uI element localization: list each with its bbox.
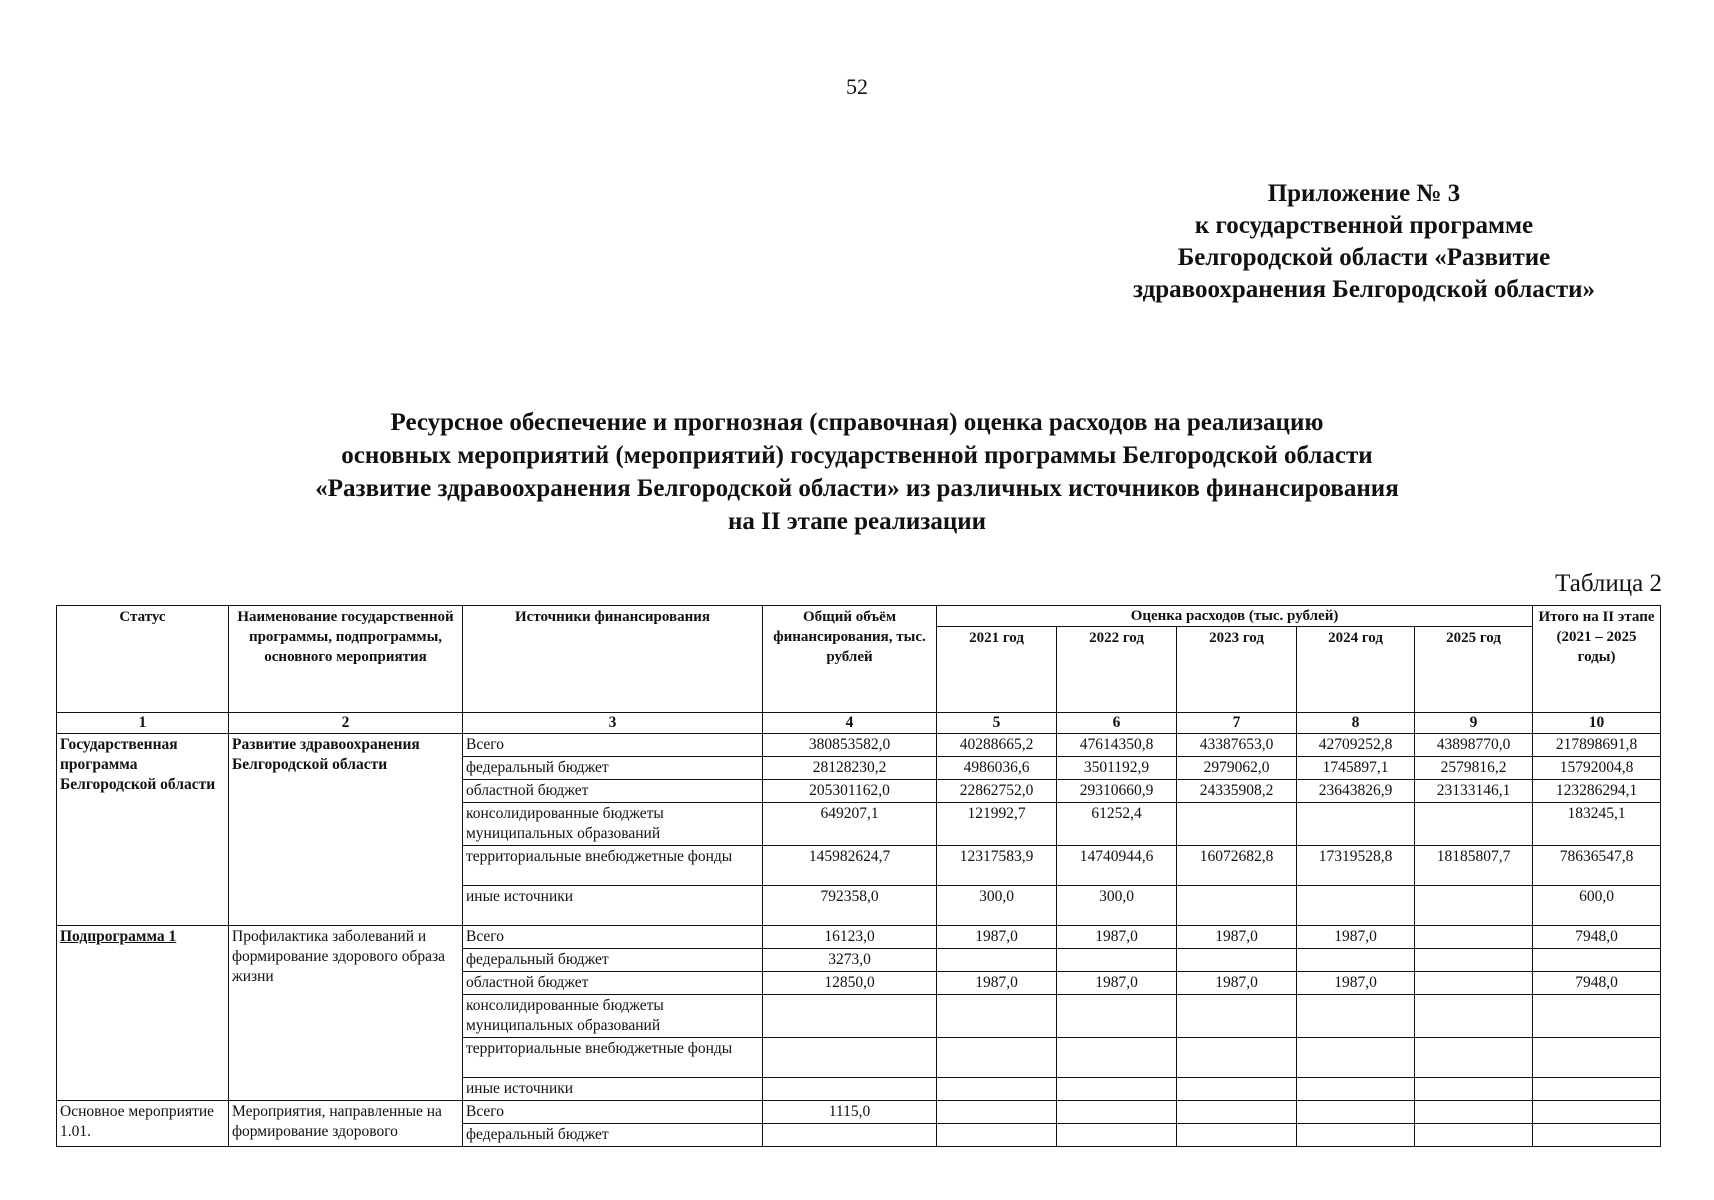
value-cell: 1987,0 (1297, 972, 1415, 995)
value-cell: 3501192,9 (1057, 757, 1177, 780)
value-cell: 2579816,2 (1415, 757, 1533, 780)
header-year: 2022 год (1057, 627, 1177, 713)
value-cell: 123286294,1 (1533, 780, 1661, 803)
column-number: 10 (1533, 713, 1661, 734)
column-number: 2 (229, 713, 463, 734)
value-cell: 1987,0 (937, 926, 1057, 949)
value-cell (1415, 995, 1533, 1038)
value-cell: 14740944,6 (1057, 846, 1177, 886)
value-cell: 61252,4 (1057, 803, 1177, 846)
header-row (57, 606, 1661, 627)
source-cell: Всего (463, 926, 763, 949)
table-row (57, 926, 1661, 949)
value-cell (1177, 995, 1297, 1038)
header-year: 2025 год (1415, 627, 1533, 713)
value-cell: 217898691,8 (1533, 734, 1661, 757)
value-cell (1533, 1078, 1661, 1101)
value-cell: 4986036,6 (937, 757, 1057, 780)
document-title (0, 406, 1714, 538)
value-cell (1177, 1078, 1297, 1101)
value-cell: 12850,0 (763, 972, 937, 995)
value-cell (1297, 1124, 1415, 1147)
value-cell: 16072682,8 (1177, 846, 1297, 886)
source-cell: территориальные внебюджетные фонды (463, 846, 763, 886)
value-cell: 1987,0 (1297, 926, 1415, 949)
value-cell (1057, 1101, 1177, 1124)
title-line: на II этапе реализации (727, 508, 987, 535)
value-cell: 1987,0 (1177, 972, 1297, 995)
value-cell (1415, 1078, 1533, 1101)
financing-table (56, 605, 1661, 1147)
value-cell: 792358,0 (763, 886, 937, 926)
program-name-cell: Развитие здравоохранения Белгородской области (229, 734, 463, 926)
column-number: 1 (57, 713, 229, 734)
value-cell (1415, 1101, 1533, 1124)
value-cell: 121992,7 (937, 803, 1057, 846)
value-cell: 145982624,7 (763, 846, 937, 886)
value-cell: 24335908,2 (1177, 780, 1297, 803)
value-cell: 40288665,2 (937, 734, 1057, 757)
value-cell (1297, 1038, 1415, 1078)
column-number: 6 (1057, 713, 1177, 734)
value-cell: 7948,0 (1533, 972, 1661, 995)
value-cell (1297, 1101, 1415, 1124)
table-row (57, 1101, 1661, 1124)
value-cell: 43898770,0 (1415, 734, 1533, 757)
header-sources: Источники финансирования (463, 606, 763, 713)
value-cell: 23643826,9 (1297, 780, 1415, 803)
appendix-line: Белгородской области «Развитие (1177, 244, 1551, 271)
program-name-cell: Профилактика заболеваний и формирование здорового образа жизни (229, 926, 463, 1101)
source-cell: консолидированные бюджеты муниципальных образований (463, 803, 763, 846)
source-cell: территориальные внебюджетные фонды (463, 1038, 763, 1078)
title-line: Ресурсное обеспечение и прогнозная (справочная) оценка расходов на реализацию (390, 409, 1324, 436)
value-cell: 28128230,2 (763, 757, 937, 780)
value-cell (937, 995, 1057, 1038)
value-cell (763, 995, 937, 1038)
value-cell: 300,0 (1057, 886, 1177, 926)
value-cell (937, 1038, 1057, 1078)
value-cell (1177, 803, 1297, 846)
value-cell (1415, 803, 1533, 846)
header-year: 2021 год (937, 627, 1057, 713)
source-cell: иные источники (463, 1078, 763, 1101)
source-cell: Всего (463, 734, 763, 757)
source-cell: федеральный бюджет (463, 1124, 763, 1147)
header-estimate: Оценка расходов (тыс. рублей) (937, 606, 1533, 627)
column-number: 4 (763, 713, 937, 734)
value-cell (1297, 995, 1415, 1038)
value-cell (1533, 1101, 1661, 1124)
value-cell: 29310660,9 (1057, 780, 1177, 803)
value-cell: 1987,0 (1057, 926, 1177, 949)
value-cell (1297, 886, 1415, 926)
value-cell (1177, 1124, 1297, 1147)
value-cell (937, 1078, 1057, 1101)
value-cell (1177, 949, 1297, 972)
source-cell: областной бюджет (463, 780, 763, 803)
appendix-line: к государственной программе (1194, 212, 1534, 239)
value-cell: 300,0 (937, 886, 1057, 926)
value-cell: 183245,1 (1533, 803, 1661, 846)
value-cell (1177, 1101, 1297, 1124)
table-row (57, 734, 1661, 757)
value-cell: 3273,0 (763, 949, 937, 972)
value-cell: 1115,0 (763, 1101, 937, 1124)
value-cell (1057, 949, 1177, 972)
value-cell (1297, 949, 1415, 972)
value-cell: 15792004,8 (1533, 757, 1661, 780)
value-cell: 649207,1 (763, 803, 937, 846)
value-cell (1415, 1124, 1533, 1147)
table-label: Таблица 2 (1555, 570, 1662, 597)
header-itogo: Итого на II этапе (2021 – 2025 годы) (1533, 606, 1661, 713)
status-cell: Подпрограмма 1 (57, 926, 229, 1101)
value-cell: 16123,0 (763, 926, 937, 949)
header-name: Наименование государственной программы, подпрограммы, основного мероприятия (229, 606, 463, 713)
status-cell: Основное мероприятие 1.01. (57, 1101, 229, 1147)
column-number: 3 (463, 713, 763, 734)
value-cell (1177, 886, 1297, 926)
value-cell (1533, 949, 1661, 972)
header-year: 2024 год (1297, 627, 1415, 713)
value-cell: 18185807,7 (1415, 846, 1533, 886)
value-cell (1297, 803, 1415, 846)
header-total-volume: Общий объём финансирования, тыс. рублей (763, 606, 937, 713)
value-cell: 43387653,0 (1177, 734, 1297, 757)
value-cell: 22862752,0 (937, 780, 1057, 803)
column-number: 8 (1297, 713, 1415, 734)
value-cell: 205301162,0 (763, 780, 937, 803)
column-number: 7 (1177, 713, 1297, 734)
title-line: «Развитие здравоохранения Белгородской области» из различных источников финансирования (315, 475, 1399, 502)
value-cell (1057, 1124, 1177, 1147)
source-cell: федеральный бюджет (463, 949, 763, 972)
value-cell (937, 1124, 1057, 1147)
value-cell: 2979062,0 (1177, 757, 1297, 780)
value-cell (763, 1078, 937, 1101)
value-cell (1057, 995, 1177, 1038)
value-cell: 47614350,8 (1057, 734, 1177, 757)
title-line: основных мероприятий (мероприятий) государственной программы Белгородской области (341, 442, 1373, 469)
appendix-line: здравоохранения Белгородской области» (1132, 276, 1596, 303)
value-cell: 600,0 (1533, 886, 1661, 926)
appendix-line: Приложение № 3 (1267, 180, 1461, 207)
value-cell (1177, 1038, 1297, 1078)
value-cell: 23133146,1 (1415, 780, 1533, 803)
value-cell (1057, 1038, 1177, 1078)
value-cell (1415, 1038, 1533, 1078)
value-cell: 1987,0 (1057, 972, 1177, 995)
value-cell (1057, 1078, 1177, 1101)
header-status: Статус (57, 606, 229, 713)
column-number: 5 (937, 713, 1057, 734)
value-cell (1415, 926, 1533, 949)
value-cell (1415, 972, 1533, 995)
value-cell: 42709252,8 (1297, 734, 1415, 757)
value-cell (937, 1101, 1057, 1124)
column-number: 9 (1415, 713, 1533, 734)
value-cell: 380853582,0 (763, 734, 937, 757)
page-number: 52 (846, 74, 868, 99)
value-cell (1533, 995, 1661, 1038)
value-cell: 12317583,9 (937, 846, 1057, 886)
value-cell (763, 1038, 937, 1078)
value-cell (1297, 1078, 1415, 1101)
appendix-heading (1054, 178, 1674, 306)
value-cell (1533, 1038, 1661, 1078)
value-cell (1415, 886, 1533, 926)
status-cell: Государственная программа Белгородской области (57, 734, 229, 926)
program-name-cell: Мероприятия, направленные на формирование здорового (229, 1101, 463, 1147)
value-cell: 1987,0 (937, 972, 1057, 995)
value-cell (1415, 949, 1533, 972)
source-cell: областной бюджет (463, 972, 763, 995)
source-cell: Всего (463, 1101, 763, 1124)
table-body (57, 734, 1661, 1147)
source-cell: консолидированные бюджеты муниципальных образований (463, 995, 763, 1038)
header-year: 2023 год (1177, 627, 1297, 713)
value-cell: 1745897,1 (1297, 757, 1415, 780)
value-cell (937, 949, 1057, 972)
value-cell (1533, 1124, 1661, 1147)
column-numbers-row (57, 713, 1661, 734)
value-cell: 1987,0 (1177, 926, 1297, 949)
value-cell: 17319528,8 (1297, 846, 1415, 886)
value-cell: 7948,0 (1533, 926, 1661, 949)
value-cell: 78636547,8 (1533, 846, 1661, 886)
source-cell: иные источники (463, 886, 763, 926)
value-cell (763, 1124, 937, 1147)
source-cell: федеральный бюджет (463, 757, 763, 780)
